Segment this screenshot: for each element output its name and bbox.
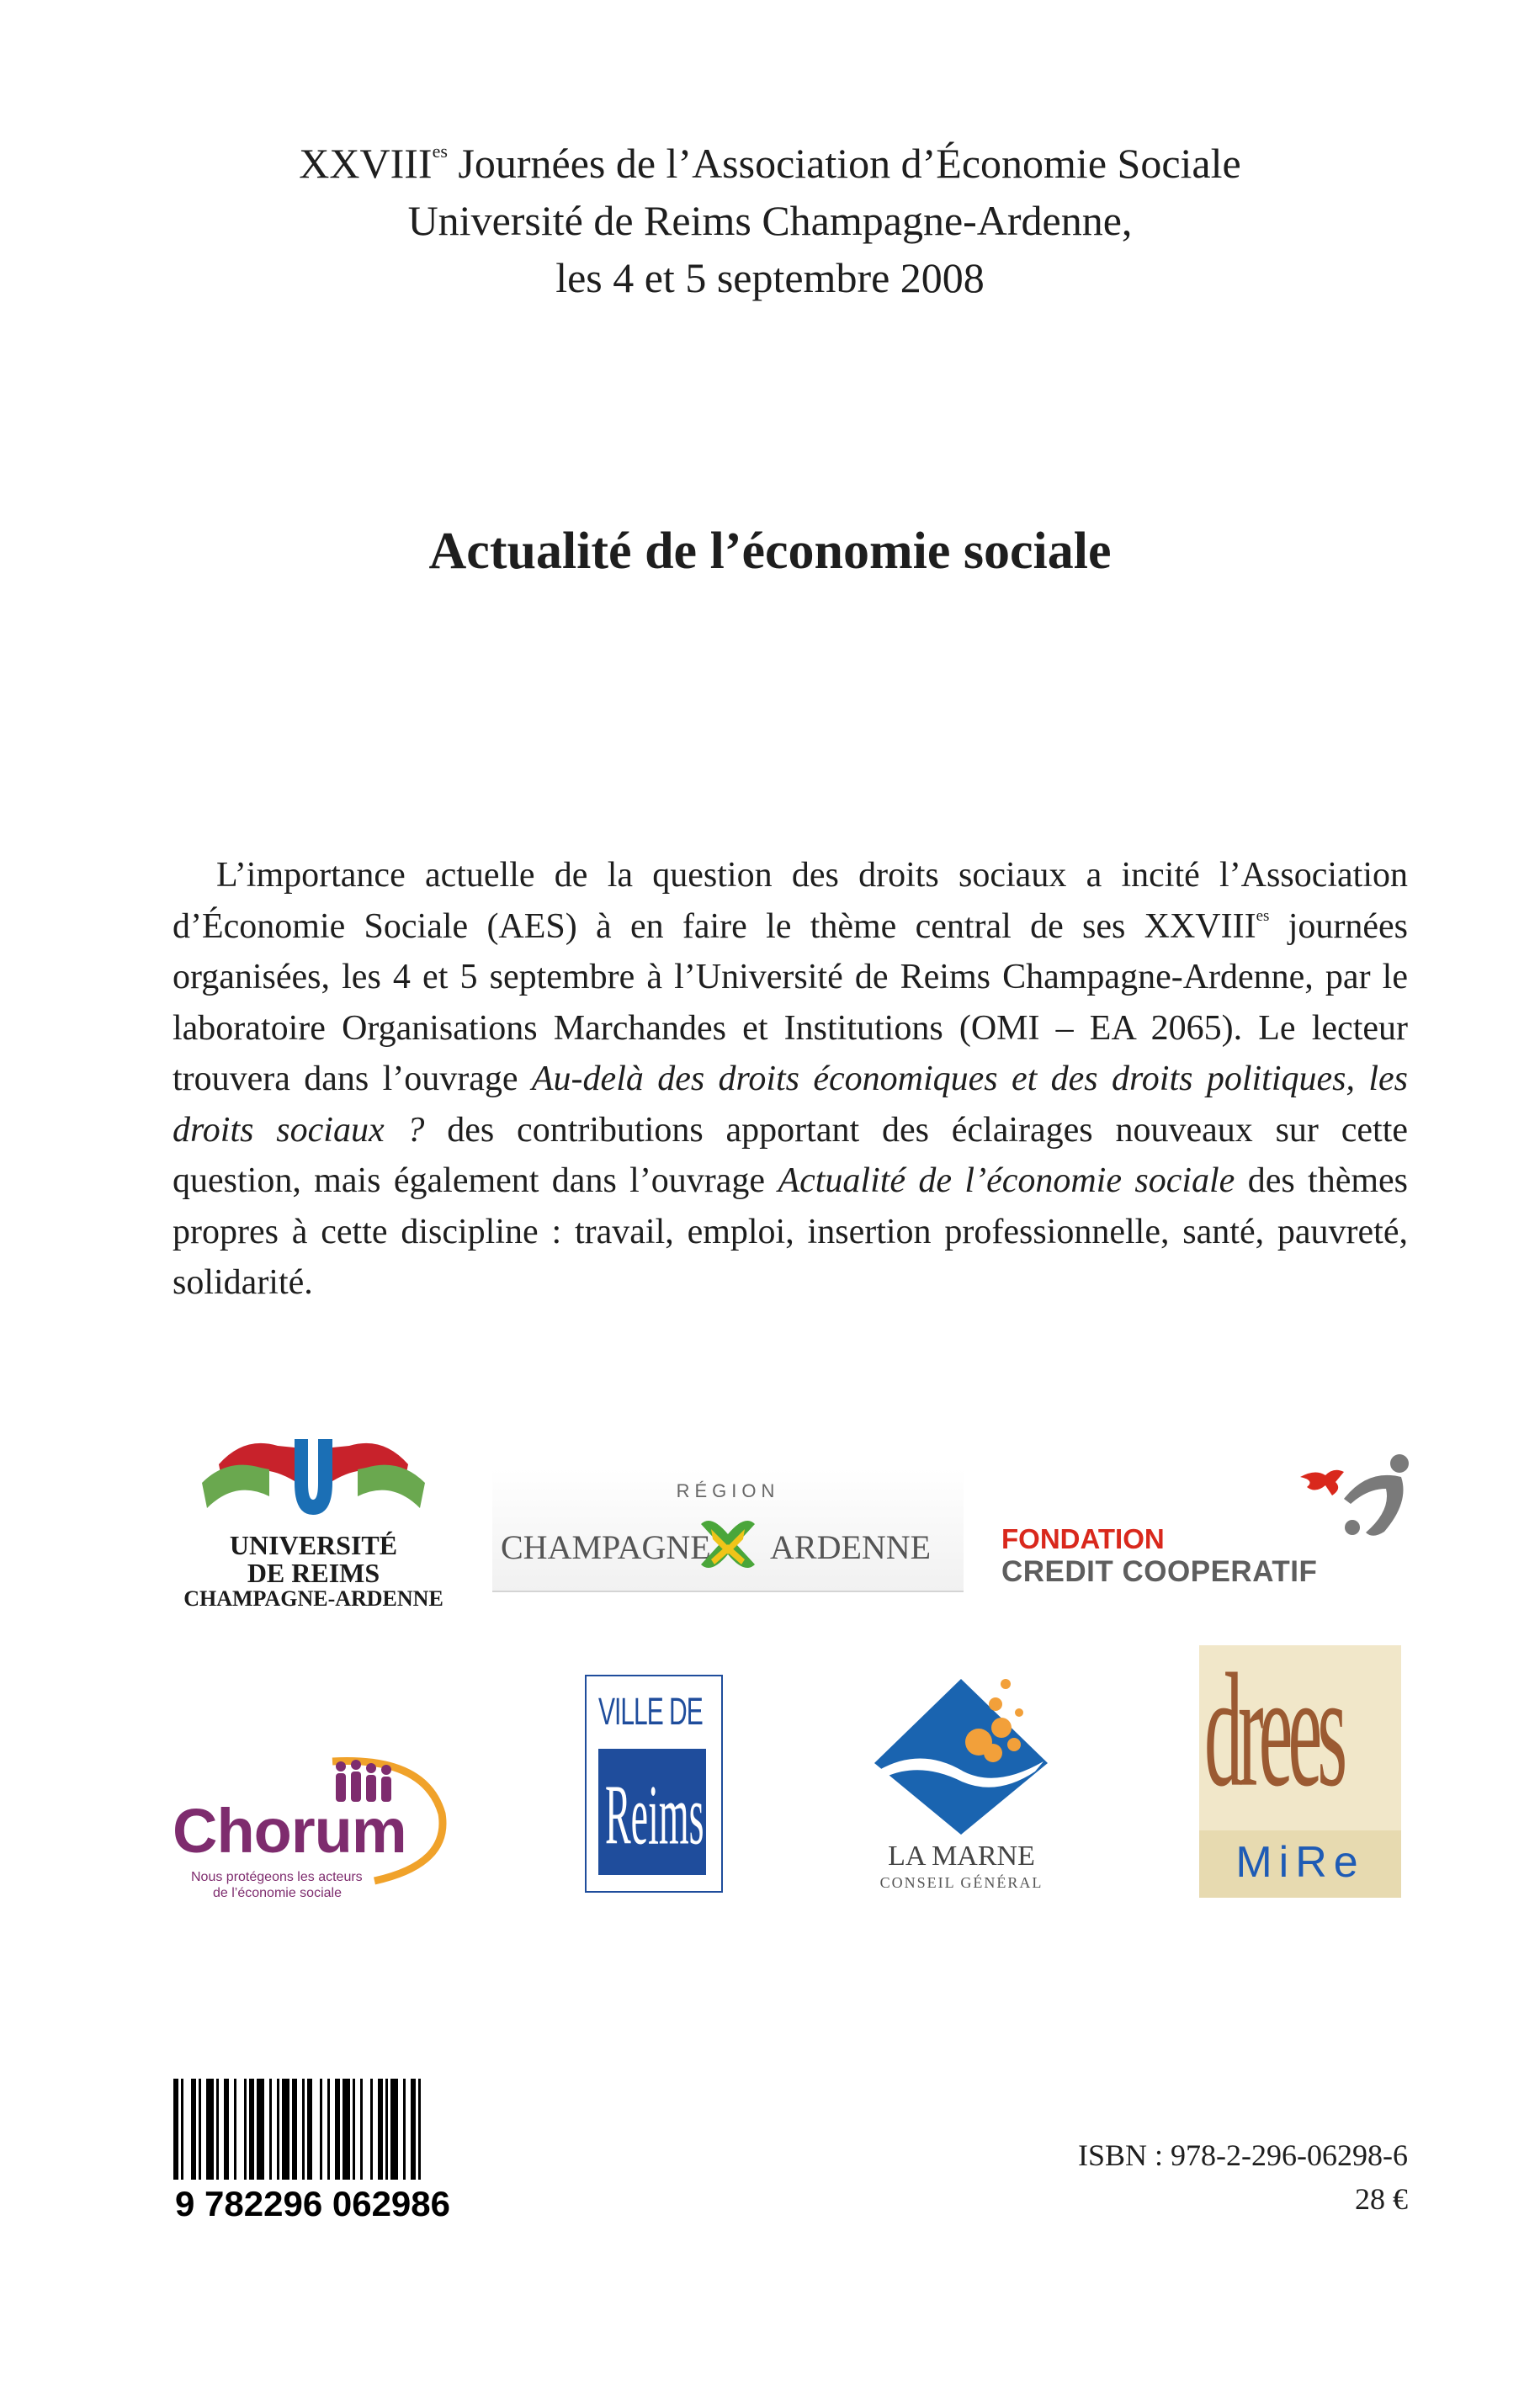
region-emblem: [694, 1511, 762, 1578]
barcode-bars: [168, 2079, 526, 2180]
header-line-2: Université de Reims Champagne-Ardenne,: [407, 197, 1133, 244]
drees-line-1: drees: [1204, 1639, 1343, 1820]
urca-logo: [168, 1431, 459, 1611]
isbn-block: [1078, 2133, 1408, 2221]
fondation-line-1: FONDATION: [1001, 1523, 1165, 1554]
header-line-1: $XXVIII^{es}$ Journées de l’Association d’Économie Sociale: [299, 140, 1241, 187]
urca-line-2: DE REIMS: [247, 1558, 380, 1588]
book-title: Actualité de l’économie sociale: [428, 523, 1112, 580]
fondation-logo: [1001, 1452, 1422, 1603]
region-left-label: CHAMPAGNE: [501, 1528, 711, 1566]
header-line-3: les 4 et 5 septembre 2008: [555, 254, 985, 301]
reims-blue-panel: [598, 1749, 706, 1875]
urca-line-3: CHAMPAGNE-ARDENNE: [183, 1586, 443, 1611]
barcode: [168, 2079, 526, 2180]
price: 28 €: [1355, 2182, 1408, 2216]
region-logo: [492, 1469, 964, 1592]
marne-emblem: [854, 1662, 1069, 1839]
region-right-label: ARDENNE: [770, 1528, 932, 1566]
urca-emblem: [168, 1431, 459, 1523]
region-top-label: RÉGION: [676, 1480, 780, 1501]
conference-header: [0, 135, 1540, 306]
fondation-emblem: [1292, 1452, 1418, 1544]
marne-logo: [854, 1662, 1069, 1898]
isbn-number: ISBN : 978-2-296-06298-6: [1078, 2138, 1408, 2172]
marne-line-1: LA MARNE: [888, 1841, 1035, 1872]
summary-paragraph: L’importance actuelle de la question des droits sociaux a incité l’Association d’Économie Sociale (AES) à en faire le thème central de ses $XXVIII^{es}$ journées organisées, les 4 et 5 septembre à l’Université de Reims Champagne-Ardenne, par le laboratoire Organisations Marchandes et Institutions (OMI – EA 2065). Le lecteur trouvera dans l’ouvrage Au-delà des droits économiques et des droits politiques, les droits sociaux ? des contributions apportant des éclairages nouveaux sur cette question, mais également dans l’ouvrage Actualité de l’économie sociale des thèmes propres à cette discipline : travail, emploi, insertion professionnelle, santé, pauvreté, solidarité.: [173, 856, 1409, 1302]
drees-logo: [1199, 1639, 1401, 1898]
reims-logo: [585, 1675, 723, 1893]
chorum-name: Chorum: [173, 1796, 406, 1866]
chorum-logo: [173, 1755, 463, 1906]
reims-line-2: Reims: [605, 1767, 704, 1862]
chorum-tagline-2: de l’économie sociale: [213, 1886, 342, 1900]
drees-line-2: MiRe: [1235, 1838, 1365, 1887]
chorum-tagline-1: Nous protégeons les acteurs: [191, 1870, 363, 1884]
reims-line-1: VILLE DE: [598, 1692, 703, 1734]
urca-line-1: UNIVERSITÉ: [229, 1530, 398, 1560]
barcode-digits: 9 782296 062986: [175, 2184, 450, 2223]
fondation-line-2: CREDIT COOPERATIF: [1001, 1555, 1318, 1588]
marne-line-2: CONSEIL GÉNÉRAL: [879, 1874, 1043, 1891]
